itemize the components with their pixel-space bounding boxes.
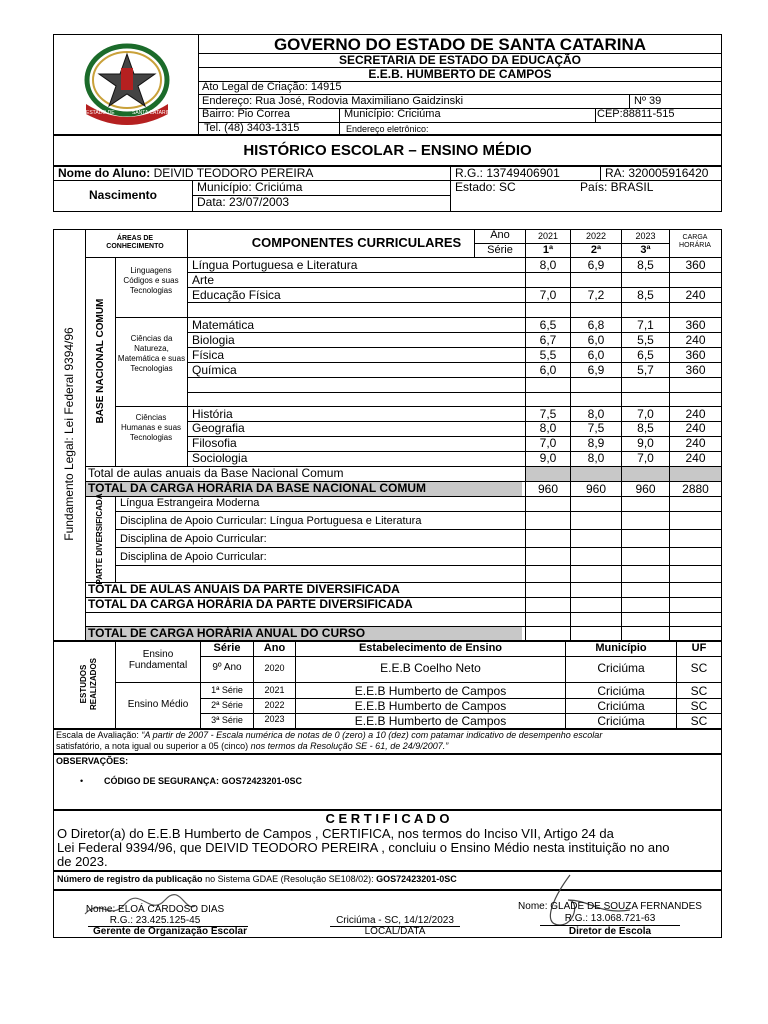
serie: 1ª Série bbox=[211, 685, 243, 695]
birth-date: Data: 23/07/2003 bbox=[197, 195, 290, 209]
componentes-header: COMPONENTES CURRICULARES bbox=[251, 235, 462, 250]
telefone: Tel. (48) 3403-1315 bbox=[204, 122, 300, 134]
uf: SC bbox=[690, 684, 708, 698]
carga: 240 bbox=[685, 436, 706, 450]
student-rg: R.G.: 13749406901 bbox=[455, 166, 560, 180]
grade-1: 8,0 bbox=[539, 258, 557, 272]
grade-1: 5,5 bbox=[539, 348, 557, 362]
subject-name: Física bbox=[192, 348, 225, 362]
grade-2: 6,9 bbox=[587, 363, 605, 377]
carga: 360 bbox=[685, 348, 706, 362]
bullet: • bbox=[80, 776, 84, 786]
escala-line1: Escala de Avaliação: “A partir de 2007 - Escala numérica de notas de 0 (zero) a 10 (dez) com patamar indicativo de desempenho escolar bbox=[56, 730, 603, 740]
year-2022: 2022 bbox=[585, 231, 607, 241]
student-name bbox=[58, 166, 313, 180]
doc-title: HISTÓRICO ESCOLAR – ENSINO MÉDIO bbox=[243, 142, 532, 159]
grade-3: 8,5 bbox=[637, 421, 654, 435]
local-data: Criciúma - SC, 14/12/2023 bbox=[336, 915, 454, 926]
estudos-label: ESTUDOS REALIZADOS bbox=[79, 658, 98, 710]
grade-1: 6,7 bbox=[539, 333, 557, 347]
year-2023: 2023 bbox=[635, 231, 656, 241]
bairro: Bairro: Pio Correa bbox=[202, 108, 291, 120]
gov-title: GOVERNO DO ESTADO DE SANTA CATARINA bbox=[273, 35, 647, 54]
student-ra: RA: 320005916420 bbox=[605, 166, 709, 180]
grade-3: 6,5 bbox=[637, 348, 654, 362]
municipio: Criciúma bbox=[597, 684, 645, 698]
year-2021: 2021 bbox=[537, 231, 559, 241]
state-crest bbox=[68, 40, 186, 130]
carga: 240 bbox=[685, 288, 706, 302]
fundamento-legal: Fundamento Legal: Lei Federal 9394/96 bbox=[62, 327, 76, 541]
student-name-label: Nome do Aluno: bbox=[58, 166, 151, 180]
carga: 240 bbox=[685, 333, 706, 347]
municipio: Criciúma bbox=[597, 661, 645, 675]
endereco: Endereço: Rua José, Rodovia Maximiliano Gaidzinski bbox=[202, 95, 464, 107]
serie: 9º Ano bbox=[212, 662, 242, 673]
codigo-seguranca: CÓDIGO DE SEGURANÇA: GOS72423201-0SC bbox=[104, 776, 303, 786]
grade-2: 8,9 bbox=[587, 436, 605, 450]
grade-2: 8,0 bbox=[587, 451, 605, 465]
serie-label: Série bbox=[487, 244, 513, 256]
total-carga-curso: TOTAL DE CARGA HORÁRIA ANUAL DO CURSO bbox=[88, 626, 366, 640]
estabelecimento: E.E.B Humberto de Campos bbox=[354, 699, 507, 713]
total-bnc-carga: 2880 bbox=[682, 482, 709, 496]
subject-name: Biologia bbox=[192, 333, 235, 347]
birth-municipio: Município: Criciúma bbox=[197, 180, 303, 194]
grade-1: 7,0 bbox=[539, 436, 557, 450]
subject-name: Matemática bbox=[192, 318, 255, 332]
ano-label: Ano bbox=[490, 229, 510, 241]
ensino-medio-label: Ensino Médio bbox=[127, 699, 189, 710]
certificado-line2: Lei Federal 9394/96, que DEIVID TEODORO PEREIRA , concluiu o Ensino Médio nesta instituição no ano bbox=[57, 840, 670, 855]
total-aulas-bnc: Total de aulas anuais da Base Nacional Comum bbox=[88, 466, 344, 480]
total-bnc-3: 960 bbox=[635, 482, 656, 496]
municipio: Criciúma bbox=[597, 699, 645, 713]
grade-2: 8,0 bbox=[587, 407, 605, 421]
right-signer-role: Diretor de Escola bbox=[568, 926, 652, 937]
serie-2: 2ª bbox=[590, 244, 602, 256]
total-bnc-2: 960 bbox=[585, 482, 607, 496]
birth-pais: País: BRASIL bbox=[580, 180, 654, 194]
subject-name: Filosofia bbox=[192, 436, 237, 450]
grade-3: 5,7 bbox=[637, 363, 654, 377]
carga: 240 bbox=[685, 451, 706, 465]
ato-legal: Ato Legal de Criação: 14915 bbox=[202, 81, 342, 93]
grade-2: 7,2 bbox=[587, 288, 605, 302]
uf: SC bbox=[690, 699, 708, 713]
grade-3: 8,5 bbox=[637, 258, 654, 272]
subject-name: Educação Física bbox=[192, 288, 281, 302]
email-label: Endereço eletrônico: bbox=[346, 124, 429, 134]
carga: 360 bbox=[685, 318, 706, 332]
estabelecimento: E.E.B Humberto de Campos bbox=[354, 714, 507, 728]
grade-3: 5,5 bbox=[637, 333, 654, 347]
grade-3: 7,1 bbox=[637, 318, 654, 332]
pd-item: Disciplina de Apoio Curricular: bbox=[120, 533, 267, 545]
grade-1: 6,5 bbox=[539, 318, 557, 332]
secretaria-title: SECRETARIA DE ESTADO DA EDUCAÇÃO bbox=[338, 53, 581, 67]
col-estabelecimento: Estabelecimento de Ensino bbox=[358, 642, 503, 654]
serie-1: 1ª bbox=[542, 244, 554, 256]
grade-3: 7,0 bbox=[637, 451, 654, 465]
numero: Nº 39 bbox=[634, 95, 662, 107]
grade-1: 8,0 bbox=[539, 421, 557, 435]
ensino-fundamental-label: Ensino Fundamental bbox=[128, 649, 188, 671]
area-ciencias-natureza: Ciências da Natureza, Matemática e suas Tecnologias bbox=[117, 334, 186, 373]
col-uf: UF bbox=[691, 642, 707, 654]
registro-line: Número de registro da publicação no Sistema GDAE (Resolução SE108/02): GOS72423201-0SC bbox=[57, 874, 457, 884]
carga: 240 bbox=[685, 407, 706, 421]
areas-header: ÁREAS DE CONHECIMENTO bbox=[106, 235, 164, 250]
ano: 2023 bbox=[264, 714, 285, 724]
grade-2: 7,5 bbox=[587, 421, 605, 435]
parte-diversificada-label: PARTE DIVERSIFICADA bbox=[95, 493, 104, 585]
total-carga-bnc: TOTAL DA CARGA HORÁRIA DA BASE NACIONAL COMUM bbox=[88, 481, 426, 495]
total-bnc-1: 960 bbox=[537, 482, 559, 496]
subject-name: Química bbox=[192, 363, 237, 377]
local-data-label: LOCAL/DATA bbox=[364, 926, 426, 937]
left-signer-role: Gerente de Organização Escolar bbox=[93, 926, 247, 937]
grade-1: 6,0 bbox=[539, 363, 557, 377]
total-aulas-pd: TOTAL DE AULAS ANUAIS DA PARTE DIVERSIFICADA bbox=[88, 582, 400, 596]
right-signer-rg: R.G.: 13.068.721-63 bbox=[564, 913, 656, 924]
pd-item: Disciplina de Apoio Curricular: Língua Portuguesa e Literatura bbox=[120, 515, 422, 527]
grade-3: 9,0 bbox=[637, 436, 654, 450]
left-signer-rg: R.G.: 23.425.125-45 bbox=[109, 915, 201, 926]
col-ano: Ano bbox=[263, 642, 286, 654]
col-municipio: Município bbox=[595, 642, 647, 654]
grade-2: 6,9 bbox=[587, 258, 605, 272]
crest-icon bbox=[68, 40, 186, 130]
bnc-label: BASE NACIONAL COMUM bbox=[95, 298, 106, 424]
certificado-title: C E R T I F I C A D O bbox=[325, 811, 450, 826]
student-name-value: DEIVID TEODORO PEREIRA bbox=[153, 166, 314, 180]
subject-name: Sociologia bbox=[192, 451, 248, 465]
carga: 360 bbox=[685, 258, 706, 272]
left-signer-name: Nome: ELOÁ CARDOSO DIAS bbox=[85, 904, 225, 915]
nascimento-label: Nascimento bbox=[88, 188, 158, 202]
grade-2: 6,8 bbox=[587, 318, 605, 332]
crest-banner-left: ESTADO DE bbox=[86, 110, 115, 116]
ano: 2022 bbox=[264, 700, 285, 710]
carga: 360 bbox=[685, 363, 706, 377]
municipio-header: Município: Criciúma bbox=[344, 108, 441, 120]
certificado-line1: O Diretor(a) do E.E.B Humberto de Campos , CERTIFICA, nos termos do Inciso VII, Artigo 24 da bbox=[57, 826, 614, 841]
uf: SC bbox=[690, 714, 708, 728]
grade-3: 8,5 bbox=[637, 288, 654, 302]
subject-name: Língua Portuguesa e Literatura bbox=[192, 258, 358, 272]
estabelecimento: E.E.B Coelho Neto bbox=[380, 661, 481, 675]
cep: CEP:88811-515 bbox=[597, 108, 675, 120]
pd-item: Disciplina de Apoio Curricular: bbox=[120, 551, 267, 563]
carga-header: CARGA HORÁRIA bbox=[679, 234, 711, 249]
uf: SC bbox=[690, 661, 708, 675]
area-linguagens: Linguagens Códigos e suas Tecnologias bbox=[123, 266, 179, 295]
pd-item: Língua Estrangeira Moderna bbox=[120, 497, 260, 509]
serie-3: 3ª bbox=[640, 244, 651, 256]
grade-1: 7,0 bbox=[539, 288, 557, 302]
serie: 2ª Série bbox=[211, 700, 243, 710]
observacoes-label: OBSERVAÇÕES: bbox=[56, 756, 129, 766]
escala-line2: satisfatório, a nota igual ou superior a 05 (cinco) nos termos da Resolução SE - 61, de 24/9/2007.” bbox=[56, 741, 449, 751]
grade-2: 6,0 bbox=[587, 333, 605, 347]
estabelecimento: E.E.B Humberto de Campos bbox=[354, 684, 507, 698]
area-ciencias-humanas: Ciências Humanas e suas Tecnologias bbox=[120, 413, 182, 442]
crest-banner-right: SANTA CATARINA bbox=[132, 110, 174, 116]
subject-name: Arte bbox=[192, 273, 215, 287]
birth-estado: Estado: SC bbox=[455, 180, 516, 194]
school-name: E.E.B. HUMBERTO DE CAMPOS bbox=[368, 67, 552, 81]
grade-1: 9,0 bbox=[539, 451, 557, 465]
col-serie: Série bbox=[213, 642, 241, 654]
ano: 2020 bbox=[264, 663, 285, 673]
subject-name: História bbox=[192, 407, 233, 421]
total-carga-pd: TOTAL DA CARGA HORÁRIA DA PARTE DIVERSIFICADA bbox=[88, 597, 413, 611]
municipio: Criciúma bbox=[597, 714, 645, 728]
grade-1: 7,5 bbox=[539, 407, 557, 421]
subject-name: Geografia bbox=[192, 421, 245, 435]
ano: 2021 bbox=[264, 685, 285, 695]
grade-3: 7,0 bbox=[637, 407, 654, 421]
serie: 3ª Série bbox=[211, 715, 243, 725]
certificado-line3: de 2023. bbox=[57, 854, 108, 869]
right-signer-name: Nome: GLADE DE SOUZA FERNANDES bbox=[518, 901, 702, 912]
grade-2: 6,0 bbox=[587, 348, 605, 362]
carga: 240 bbox=[685, 421, 706, 435]
